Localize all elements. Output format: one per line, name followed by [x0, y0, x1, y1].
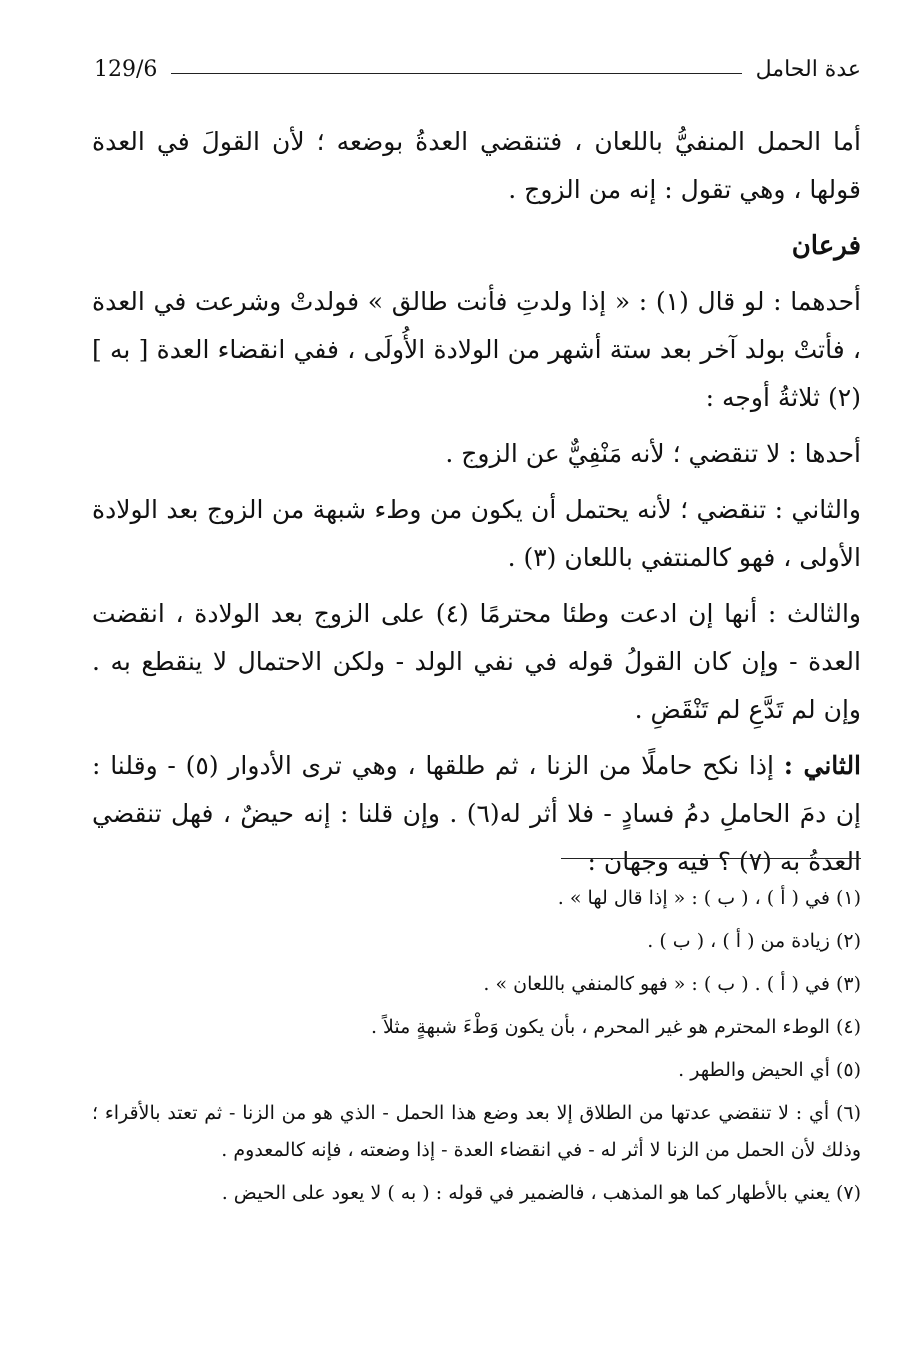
- footnote: (٤) الوطء المحترم هو غير المحرم ، بأن يكون وَطْءَ شبهةٍ مثلاً .: [370, 1016, 861, 1038]
- paragraph: [92, 742, 861, 886]
- footnote: (٥) أي الحيض والطهر .: [678, 1059, 861, 1081]
- running-header: [94, 52, 861, 86]
- paragraph: والثالث : أنها إن ادعت وطئا محترمًا (٤) على الزوج بعد الولادة ، انقضت العدة - وإن كان القولُ قوله في نفي الولد - ولكن الاحتمال لا ينقطع به . وإن لم تَدَّعِ لم تَنْقَضِ .: [92, 599, 861, 724]
- footnote: (٣) في ( أ ) . ( ب ) : « فهو كالمنفي باللعان » .: [483, 973, 861, 995]
- header-rule: [171, 73, 741, 74]
- footnotes: [92, 880, 861, 1218]
- paragraph: والثاني : تنقضي ؛ لأنه يحتمل أن يكون من وطء شبهة من الزوج بعد الولادة الأولى ، فهو كالمنتفي باللعان (٣) .: [92, 495, 861, 572]
- paragraph-text: إذا نكح حاملًا من الزنا ، ثم طلقها ، وهي ترى الأدوار (٥) - وقلنا : إن دمَ الحاملِ دمُ فسادٍ - فلا أثر له(٦) . وإن قلنا : إنه حيضٌ ، فهل تنقضي العدةُ به (٧) ؟ فيه وجهان :: [92, 751, 861, 876]
- footnote: (٧) يعني بالأطهار كما هو المذهب ، فالضمير في قوله : ( به ) لا يعود على الحيض .: [221, 1182, 861, 1204]
- footnote: (٦) أي : لا تنقضي عدتها من الطلاق إلا بعد وضع هذا الحمل - الذي هو من الزنا - ثم تعتد بالأقراء ؛ وذلك لأن الحمل من الزنا لا أثر له - في انقضاء العدة - إذا وضعته ، فإنه كالمعدوم .: [92, 1102, 861, 1161]
- paragraph-lead: الثاني :: [783, 751, 862, 780]
- paragraph: أحدهما : لو قال (١) : « إذا ولدتِ فأنت طالق » فولدتْ وشرعت في العدة ، فأتتْ بولد آخر بعد ستة أشهر من الولادة الأُولَى ، ففي انقضاء العدة [ به ] (٢) ثلاثةُ أوجه :: [92, 287, 861, 412]
- footnote-separator: [561, 858, 861, 859]
- chapter-title: عدة الحامل: [755, 56, 861, 82]
- footnote: (١) في ( أ ) ، ( ب ) : « إذا قال لها » .: [557, 887, 861, 909]
- paragraph: أحدها : لا تنقضي ؛ لأنه مَنْفِيٌّ عن الزوج .: [445, 439, 861, 468]
- paragraph: أما الحمل المنفيُّ باللعان ، فتنقضي العدةُ بوضعه ؛ لأن القولَ في العدة قولها ، وهي تقول : إنه من الزوج .: [92, 127, 861, 204]
- page-number: 129/6: [94, 56, 158, 82]
- main-text: [92, 118, 861, 894]
- footnote: (٢) زيادة من ( أ ) ، ( ب ) .: [647, 930, 861, 952]
- section-heading: فرعان: [791, 231, 861, 261]
